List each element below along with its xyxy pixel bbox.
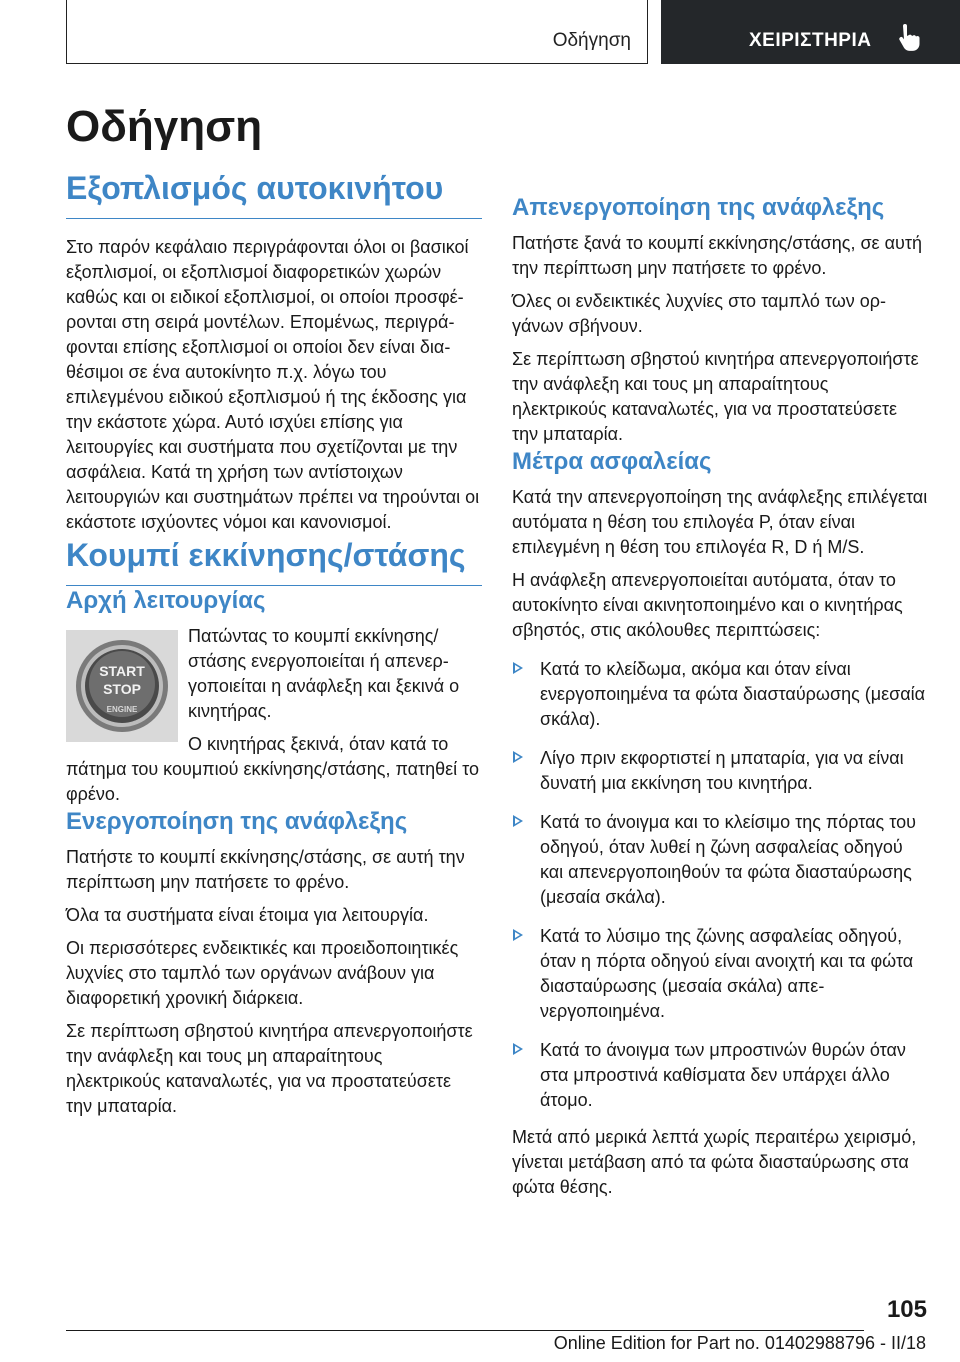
footer-edition: Online Edition for Part no. 01402988796 - II/18: [553, 1333, 926, 1353]
bullet-triangle-icon: [513, 1043, 523, 1055]
bullet-triangle-icon: [513, 662, 523, 674]
ignition-on-paragraph-4: Σε περίπτωση σβηστού κινητήρα απενεργοποιήστε την ανάφλεξη και τους μη απαραίτητους ηλεκτρικούς καταναλωτές, για να προστατεύσετε την μπαταρία.: [66, 1021, 473, 1116]
list-item: Κατά το λύσιμο της ζώνης ασφαλείας οδηγού, όταν η πόρτα οδηγού είναι ανοιχτή και τα φώτα διασταύρωσης (μεσαία σκάλα) απενεργοποιημένα.: [512, 924, 928, 1024]
ignition-on-paragraph-1: Πατήστε το κουμπί εκκίνησης/στάσης, σε αυτή την περίπτωση μην πατήσετε το φρένο.: [66, 847, 465, 892]
bullet-triangle-icon: [513, 815, 523, 827]
ignition-on-heading: Ενεργοποίηση της ανάφλεξης: [66, 808, 408, 835]
page-number: 105: [886, 1296, 927, 1323]
stop-label: STOP: [103, 681, 141, 697]
safety-paragraph-3: Μετά από μερικά λεπτά χωρίς περαιτέρω χειρισμό, γίνεται μετάβαση από τα φώτα διασταύρωσης στα φώτα θέσης.: [512, 1127, 917, 1197]
start-label: START: [99, 663, 145, 679]
list-item: Κατά το άνοιγμα των μπροστινών θυρών όταν στα μπροστινά καθίσματα δεν υπάρχει άλλο άτομο.: [512, 1038, 928, 1113]
ignition-off-paragraph-1: Πατήστε ξανά το κουμπί εκκίνησης/στάσης, σε αυτή την περίπτωση μην πατήσετε το φρένο.: [512, 233, 922, 278]
safety-paragraph-1: Κατά την απενεργοποίηση της ανάφλεξης επιλέγεται αυτόματα η θέση του επιλογέα P, όταν είναι επιλεγμένη η θέση του επιλογέα R, D ή M/S.: [512, 487, 928, 557]
principle-paragraph-1: Πατώντας το κουμπί εκκίνησης/στάσης ενεργοποιείται ή απενεργοποιείται η ανάφλεξη και ξεκινά ο κινητήρας.: [188, 626, 460, 721]
header-section-title: Οδήγηση: [552, 30, 631, 51]
principle-paragraph-2: Ο κινητήρας ξεκινά, όταν κατά το πάτημα του κουμπιού εκκίνησης/στάσης, πατηθεί το φρένο.: [66, 734, 480, 804]
right-column: [512, 193, 928, 1200]
ignition-on-paragraph-3: Οι περισσότερες ενδεικτικές και προειδοποιητικές λυχνίες στο ταμπλό των οργάνων ανάβουν για διαφορετική χρονική διάρκεια.: [66, 938, 459, 1008]
safety-heading: Μέτρα ασφαλείας: [512, 448, 712, 475]
ignition-off-paragraph-3: Σε περίπτωση σβηστού κινητήρα απενεργοποιήστε την ανάφλεξη και τους μη απαραίτητους ηλεκτρικούς καταναλωτές, για να προστατεύσετε την μπαταρία.: [512, 349, 919, 444]
list-item: Λίγο πριν εκφορτιστεί η μπαταρία, για να είναι δυνατή μια εκκίνηση του κινητήρα.: [512, 746, 928, 796]
page-title: Οδήγηση: [66, 102, 263, 151]
header-section-box: [66, 0, 648, 64]
list-item: Κατά το κλείδωμα, ακόμα και όταν είναι ενεργοποιημένα τα φώτα διασταύρωσης (μεσαία σκάλα).: [512, 657, 928, 732]
bullet-triangle-icon: [513, 751, 523, 763]
start-stop-button-icon: [66, 630, 178, 742]
safety-paragraph-2: Η ανάφλεξη απενεργοποιείται αυτόματα, όταν το αυτοκίνητο είναι ακινητοποιημένο και ο κινητήρας σβηστός, στις ακόλουθες περιπτώσεις:: [512, 570, 903, 640]
bullet-triangle-icon: [513, 929, 523, 941]
ignition-on-paragraph-2: Όλα τα συστήματα είναι έτοιμα για λειτουργία.: [66, 905, 429, 925]
equipment-paragraph: Στο παρόν κεφάλαιο περιγράφονται όλοι οι βασικοί εξοπλισμοί, οι εξοπλισμοί διαφορετικών χωρών καθώς και οι ειδικοί εξοπλισμοί, οι οποίοι προσφέρονται στη σειρά μοντέλων. Επομένως, περιγράφονται επίσης εξοπλισμοί οι οποίοι δεν είναι διαθέσιμοι σε ένα αυτοκίνητο π.χ. λόγω του επιλεγμένου ειδικού εξοπλισμού ή της έκδοσης για την εκάστοτε χώρα. Αυτό ισχύει επίσης για λειτουργίες και συστήματα που σχετίζονται με την ασφάλεια. Κατά τη χρήση των αντίστοιχων λειτουργιών και συστημάτων πρέπει να τηρούνται οι εκάστοτε ισχύοντες νόμοι και κανονισμοί.: [66, 237, 480, 532]
equipment-heading: Εξοπλισμός αυτοκινήτου: [66, 168, 482, 219]
header-manual-tab: [661, 0, 960, 64]
pointing-hand-icon: [895, 24, 921, 52]
safety-bullet-list: [512, 657, 928, 1113]
start-stop-heading: Κουμπί εκκίνησης/στάσης: [66, 535, 482, 586]
engine-label: ENGINE: [106, 705, 138, 714]
list-item: Κατά το άνοιγμα και το κλείσιμο της πόρτας του οδηγού, όταν λυθεί η ζώνη ασφαλείας οδηγού και απενεργοποιηθούν τα φώτα διασταύρωσης (μεσαία σκάλα).: [512, 810, 928, 910]
header-manual-label: ΧΕΙΡΙΣΤΗΡΙΑ: [749, 30, 872, 51]
left-column: [66, 168, 482, 1119]
start-stop-image: [66, 630, 178, 742]
ignition-off-heading: Απενεργοποίηση της ανάφλεξης: [512, 194, 885, 221]
principle-heading: Αρχή λειτουργίας: [66, 587, 266, 614]
ignition-off-paragraph-2: Όλες οι ενδεικτικές λυχνίες στο ταμπλό των οργάνων σβήνουν.: [512, 291, 887, 336]
footer-divider: [66, 1330, 864, 1331]
